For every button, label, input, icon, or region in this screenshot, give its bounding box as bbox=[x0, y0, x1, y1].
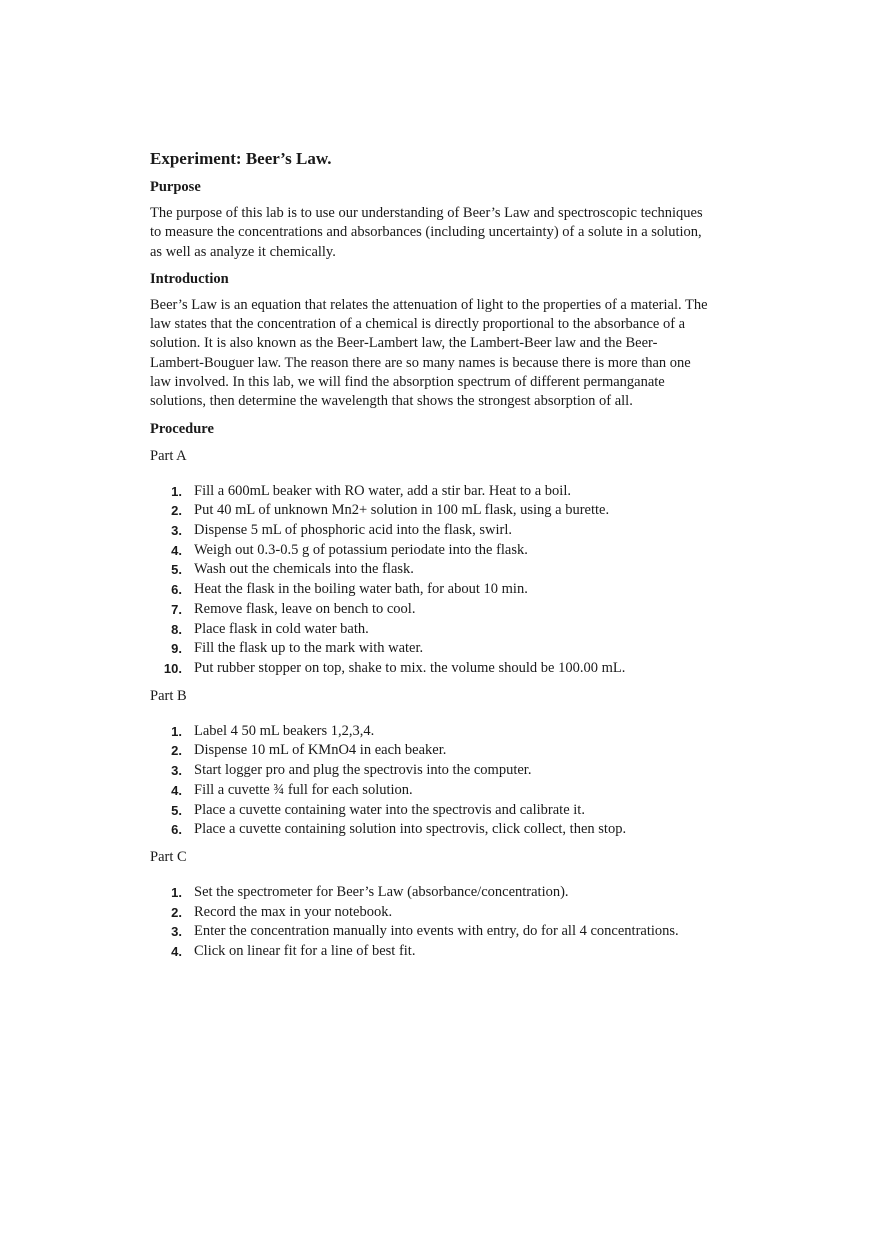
step-number: 4. bbox=[171, 944, 182, 960]
step-text: Wash out the chemicals into the flask. bbox=[194, 561, 414, 578]
introduction-line: Lambert-Bouguer law. The reason there are so many names is because there is more than one bbox=[150, 354, 691, 371]
step-number: 4. bbox=[171, 782, 182, 798]
step-text: Label 4 50 mL beakers 1,2,3,4. bbox=[194, 722, 375, 739]
step-number: 5. bbox=[171, 802, 182, 818]
procedure-step bbox=[150, 903, 730, 923]
step-text: Dispense 10 mL of KMnO4 in each beaker. bbox=[194, 742, 447, 759]
procedure-step bbox=[150, 560, 730, 580]
part-a-label: Part A bbox=[150, 447, 187, 464]
step-number: 6. bbox=[171, 582, 182, 598]
step-text: Fill the flask up to the mark with water. bbox=[194, 640, 424, 657]
procedure-step bbox=[150, 922, 730, 942]
step-number: 2. bbox=[171, 904, 182, 920]
part-b-label: Part B bbox=[150, 687, 187, 704]
introduction-line: solutions, then determine the wavelength that shows the strongest absorption of all. bbox=[150, 393, 633, 410]
step-number: 10. bbox=[163, 661, 182, 676]
step-number: 7. bbox=[171, 601, 182, 617]
introduction-line: Beer’s Law is an equation that relates the attenuation of light to the properties of a material. The bbox=[150, 296, 708, 313]
document-title: Experiment: Beer’s Law. bbox=[150, 149, 332, 168]
step-text: Record the max in your notebook. bbox=[194, 903, 393, 920]
step-number: 3. bbox=[171, 523, 182, 539]
procedure-step bbox=[150, 620, 730, 640]
step-text: Fill a 600mL beaker with RO water, add a stir bar. Heat to a boil. bbox=[194, 482, 571, 499]
step-number: 3. bbox=[171, 763, 182, 779]
step-text: Place a cuvette containing solution into spectrovis, click collect, then stop. bbox=[194, 821, 627, 838]
step-text: Heat the flask in the boiling water bath, for about 10 min. bbox=[194, 581, 528, 598]
part-c-label: Part C bbox=[150, 848, 187, 865]
step-number: 5. bbox=[171, 562, 182, 578]
procedure-step bbox=[150, 580, 730, 600]
step-number: 9. bbox=[171, 641, 182, 657]
purpose-heading: Purpose bbox=[150, 179, 201, 195]
introduction-line: solution. It is also known as the Beer-Lambert law, the Lambert-Beer law and the Beer- bbox=[150, 335, 658, 352]
step-text: Click on linear fit for a line of best fit. bbox=[194, 943, 416, 960]
step-number: 4. bbox=[171, 542, 182, 558]
step-text: Enter the concentration manually into events with entry, do for all 4 concentrations. bbox=[194, 923, 679, 940]
procedure-step bbox=[150, 722, 730, 742]
procedure-step bbox=[150, 741, 730, 761]
procedure-step bbox=[150, 600, 730, 620]
purpose-line: The purpose of this lab is to use our understanding of Beer’s Law and spectroscopic techniques bbox=[150, 205, 703, 221]
step-text: Set the spectrometer for Beer’s Law (absorbance/concentration). bbox=[194, 883, 569, 900]
part-c-steps bbox=[150, 883, 730, 962]
step-number: 1. bbox=[171, 723, 182, 739]
step-text: Place flask in cold water bath. bbox=[194, 620, 369, 637]
procedure-step bbox=[150, 659, 730, 679]
introduction-paragraph bbox=[150, 296, 730, 412]
part-a-steps bbox=[150, 482, 730, 679]
introduction-heading: Introduction bbox=[150, 270, 229, 287]
step-number: 6. bbox=[171, 822, 182, 838]
procedure-step bbox=[150, 883, 730, 903]
procedure-step bbox=[150, 942, 730, 962]
step-text: Weigh out 0.3-0.5 g of potassium periodate into the flask. bbox=[194, 541, 528, 558]
purpose-line: to measure the concentrations and absorbances (including uncertainty) of a solute in a solution, bbox=[150, 224, 702, 241]
step-number: 3. bbox=[171, 924, 182, 940]
step-number: 1. bbox=[171, 884, 182, 900]
step-text: Put rubber stopper on top, shake to mix. the volume should be 100.00 mL. bbox=[194, 660, 626, 676]
step-number: 2. bbox=[171, 503, 182, 519]
part-b-steps bbox=[150, 722, 730, 840]
step-text: Start logger pro and plug the spectrovis into the computer. bbox=[194, 762, 532, 779]
procedure-step bbox=[150, 639, 730, 659]
step-number: 8. bbox=[171, 621, 182, 637]
document-page bbox=[150, 148, 730, 969]
procedure-step bbox=[150, 820, 730, 840]
step-number: 2. bbox=[171, 743, 182, 759]
procedure-step bbox=[150, 801, 730, 821]
procedure-step bbox=[150, 541, 730, 561]
procedure-step bbox=[150, 501, 730, 521]
step-text: Fill a cuvette ¾ full for each solution. bbox=[194, 781, 413, 798]
procedure-step bbox=[150, 781, 730, 801]
step-text: Place a cuvette containing water into the spectrovis and calibrate it. bbox=[194, 801, 585, 818]
step-text: Remove flask, leave on bench to cool. bbox=[194, 600, 416, 617]
procedure-step bbox=[150, 761, 730, 781]
purpose-line: as well as analyze it chemically. bbox=[150, 243, 336, 260]
introduction-line: law involved. In this lab, we will find the absorption spectrum of different permanganate bbox=[150, 374, 665, 391]
procedure-step bbox=[150, 521, 730, 541]
step-number: 1. bbox=[171, 483, 182, 499]
introduction-line: law states that the concentration of a chemical is directly proportional to the absorbance of a bbox=[150, 316, 686, 333]
step-text: Put 40 mL of unknown Mn2+ solution in 100 mL flask, using a burette. bbox=[194, 502, 610, 519]
procedure-step bbox=[150, 482, 730, 502]
step-text: Dispense 5 mL of phosphoric acid into the flask, swirl. bbox=[194, 522, 513, 539]
procedure-heading: Procedure bbox=[150, 420, 214, 437]
purpose-paragraph bbox=[150, 204, 730, 262]
